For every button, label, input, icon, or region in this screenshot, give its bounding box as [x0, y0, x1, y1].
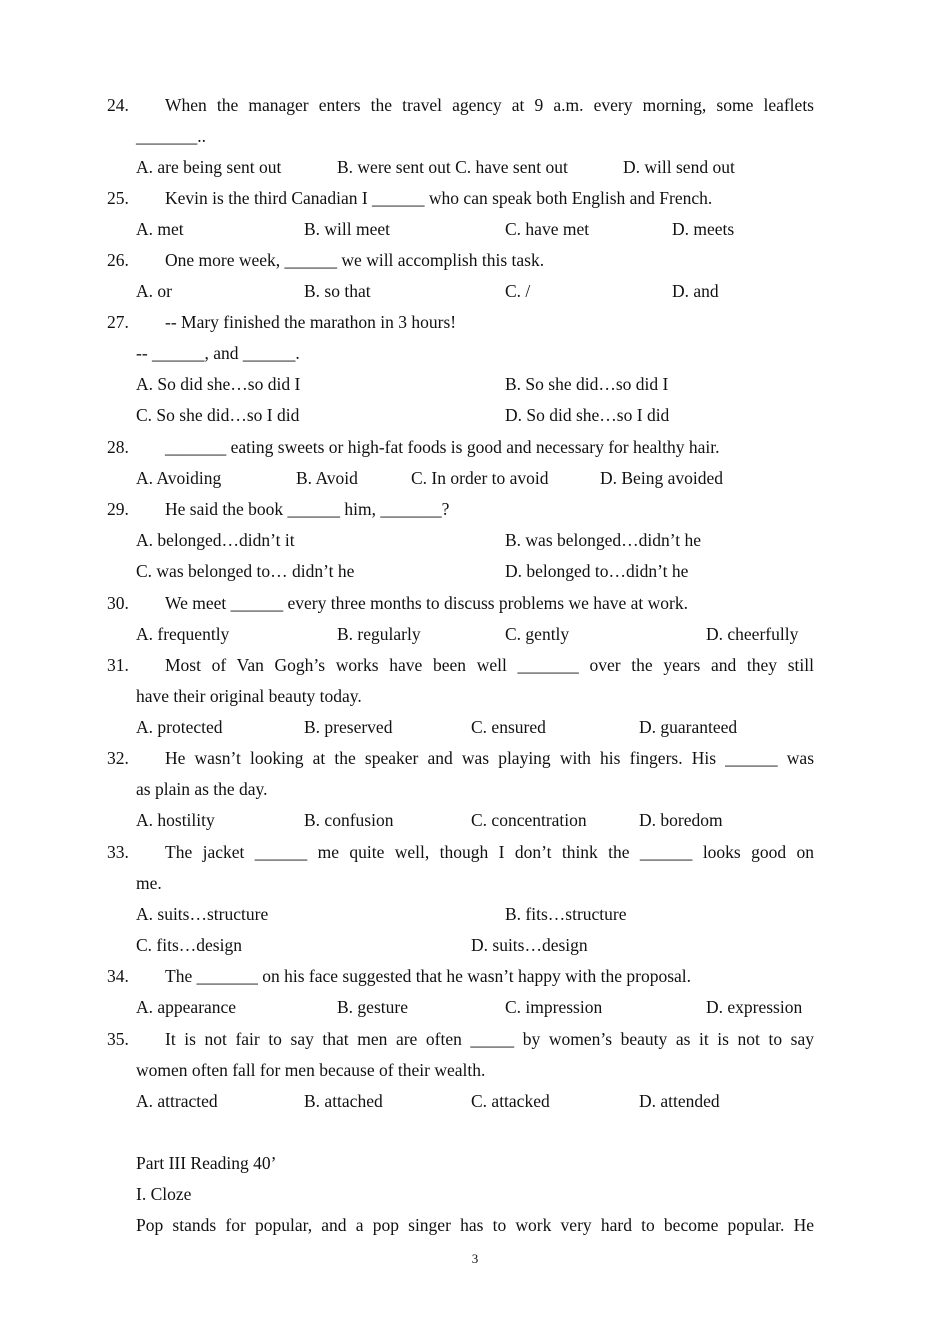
option-d: D. suits…design: [471, 935, 588, 955]
option-c: C. fits…design: [136, 935, 242, 955]
question-number: 33.: [107, 842, 129, 862]
option-d: D. meets: [672, 219, 735, 239]
question-text-continued: women often fall for men because of their wealth.: [136, 1060, 486, 1080]
option-d: D. boredom: [639, 810, 723, 830]
question-number: 31.: [107, 655, 129, 675]
option-d: D. Being avoided: [600, 468, 723, 488]
question-text-continued: have their original beauty today.: [136, 686, 362, 706]
question-text: The jacket ______ me quite well, though I don’t think the ______ looks good on: [165, 842, 814, 862]
question-text: We meet ______ every three months to discuss problems we have at work.: [165, 593, 688, 613]
question-text: When the manager enters the travel agency at 9 a.m. every morning, some leaflets: [165, 95, 814, 115]
page-number: 3: [471, 1251, 479, 1266]
option-a: A. attracted: [136, 1091, 218, 1111]
option-b: B. so that: [304, 281, 371, 301]
option-b: B. regularly: [337, 624, 421, 644]
option-b: B. fits…structure: [505, 904, 627, 924]
question-number: 35.: [107, 1029, 129, 1049]
option-a: A. suits…structure: [136, 904, 269, 924]
option-d: D. belonged to…didn’t he: [505, 561, 689, 581]
option-d: D. So did she…so I did: [505, 405, 670, 425]
option-c: C. attacked: [471, 1091, 550, 1111]
option-b: B. will meet: [304, 219, 391, 239]
question-number: 28.: [107, 437, 129, 457]
option-c: C. /: [505, 281, 531, 301]
question-number: 32.: [107, 748, 129, 768]
option-b: B. preserved: [304, 717, 393, 737]
option-c: C. was belonged to… didn’t he: [136, 561, 355, 581]
option-a: A. Avoiding: [136, 468, 222, 488]
option-c: C. have met: [505, 219, 590, 239]
option-d: D. guaranteed: [639, 717, 738, 737]
question-number: 30.: [107, 593, 129, 613]
option-c: C. ensured: [471, 717, 546, 737]
option-a: A. protected: [136, 717, 223, 737]
question-number: 25.: [107, 188, 129, 208]
question-number: 27.: [107, 312, 129, 332]
question-number: 24.: [107, 95, 129, 115]
option-b: B. Avoid: [296, 468, 358, 488]
option-c: C. impression: [505, 997, 603, 1017]
question-text: Most of Van Gogh’s works have been well _______ over the years and they still: [165, 655, 814, 675]
option-b: B. gesture: [337, 997, 408, 1017]
option-a: A. So did she…so did I: [136, 374, 301, 394]
question-number: 26.: [107, 250, 129, 270]
option-d: D. cheerfully: [706, 624, 799, 644]
option-a: A. frequently: [136, 624, 230, 644]
option-b: B. was belonged…didn’t he: [505, 530, 702, 550]
option-a: A. appearance: [136, 997, 237, 1017]
question-number: 29.: [107, 499, 129, 519]
option-c: C. concentration: [471, 810, 587, 830]
part-heading: Part III Reading 40’: [136, 1153, 277, 1173]
question-text: He said the book ______ him, _______?: [165, 499, 450, 519]
question-text: -- Mary finished the marathon in 3 hours!: [165, 312, 457, 332]
option-a: A. hostility: [136, 810, 215, 830]
option-a: A. are being sent out: [136, 157, 282, 177]
question-text: _______ eating sweets or high-fat foods is good and necessary for healthy hair.: [165, 437, 720, 457]
question-text: He wasn’t looking at the speaker and was playing with his fingers. His ______ was: [165, 748, 814, 768]
option-b: B. attached: [304, 1091, 383, 1111]
question-text: It is not fair to say that men are often _____ by women’s beauty as it is not to say: [165, 1029, 814, 1049]
option-d: D. attended: [639, 1091, 720, 1111]
question-text: The _______ on his face suggested that he wasn’t happy with the proposal.: [165, 966, 692, 986]
option-d: D. and: [672, 281, 719, 301]
section-heading: I. Cloze: [136, 1184, 192, 1204]
option-d: D. expression: [706, 997, 803, 1017]
option-b: B. So she did…so did I: [505, 374, 669, 394]
option-a: A. or: [136, 281, 172, 301]
option-b: B. were sent out C. have sent out: [337, 157, 568, 177]
question-text-continued: me.: [136, 873, 162, 893]
passage-text: Pop stands for popular, and a pop singer has to work very hard to become popular. He: [136, 1215, 814, 1235]
option-b: B. confusion: [304, 810, 394, 830]
question-text-continued: as plain as the day.: [136, 779, 268, 799]
question-number: 34.: [107, 966, 129, 986]
option-a: A. belonged…didn’t it: [136, 530, 295, 550]
option-c: C. So she did…so I did: [136, 405, 300, 425]
option-a: A. met: [136, 219, 184, 239]
option-d: D. will send out: [623, 157, 735, 177]
question-text: Kevin is the third Canadian I ______ who can speak both English and French.: [165, 188, 713, 208]
question-text: One more week, ______ we will accomplish this task.: [165, 250, 545, 270]
question-text-continued: -- ______, and ______.: [136, 343, 300, 363]
option-c: C. In order to avoid: [411, 468, 549, 488]
option-c: C. gently: [505, 624, 570, 644]
question-text-continued: _______..: [136, 126, 206, 146]
